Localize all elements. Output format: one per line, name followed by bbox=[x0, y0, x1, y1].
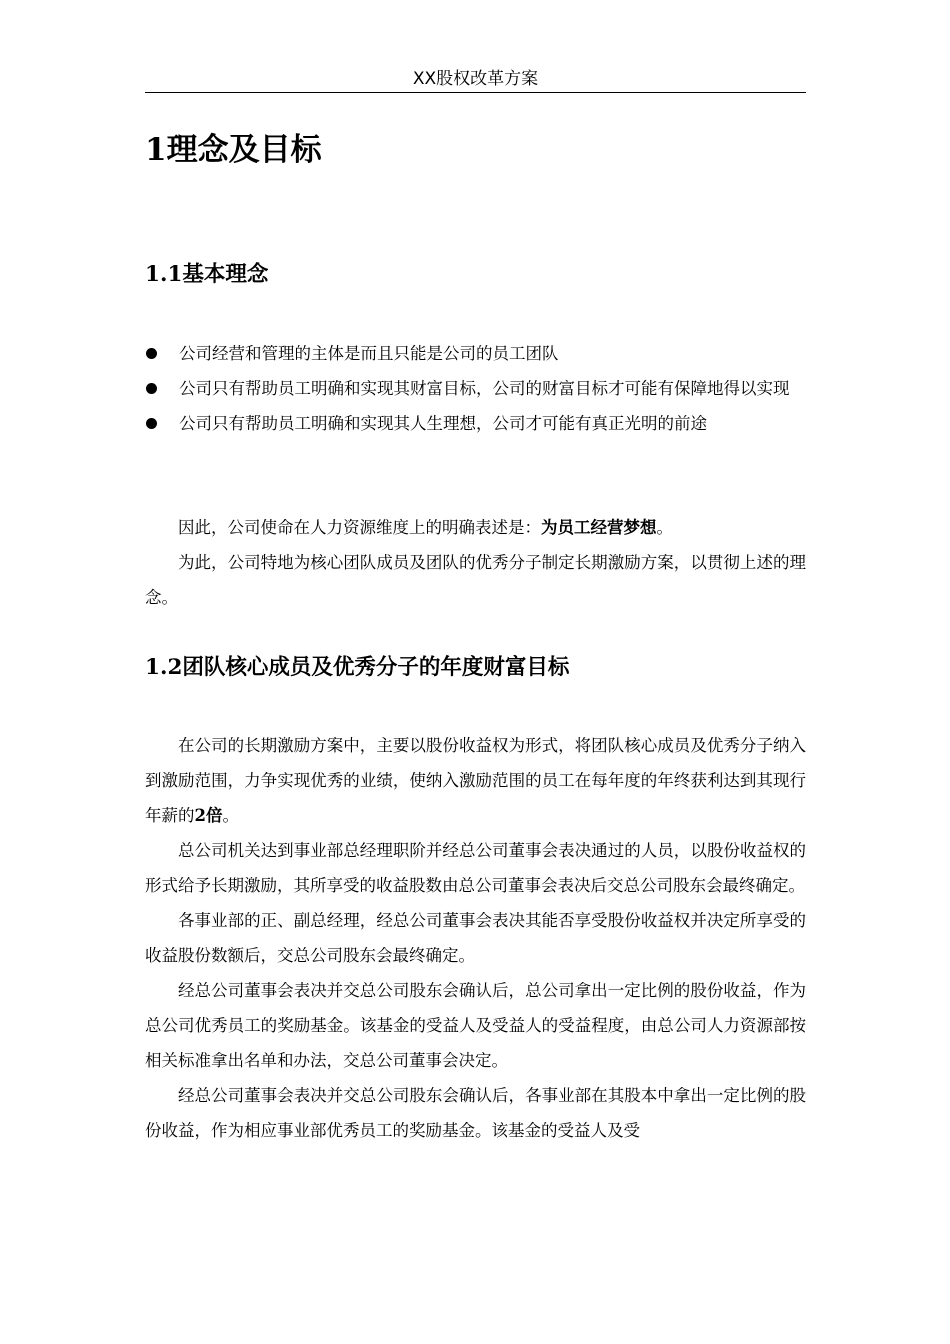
paragraph-text: 因此，公司使命在人力资源维度上的明确表述是： bbox=[178, 518, 541, 537]
paragraph bbox=[145, 728, 806, 833]
paragraph-text: 。 bbox=[222, 806, 239, 825]
page-header: XX股权改革方案 bbox=[145, 66, 806, 93]
bullet-item bbox=[145, 406, 806, 441]
section-1-2-body bbox=[145, 728, 806, 1148]
emphasis-value: 2倍 bbox=[194, 806, 223, 825]
bullet-text: 公司只有帮助员工明确和实现其人生理想，公司才可能有真正光明的前途 bbox=[179, 414, 707, 433]
paragraph: 为此，公司特地为核心团队成员及团队的优秀分子制定长期激励方案，以贯彻上述的理念。 bbox=[145, 553, 806, 607]
bullet-dot-icon bbox=[146, 348, 157, 359]
section-heading-1-2: 1.2团队核心成员及优秀分子的年度财富目标 bbox=[145, 655, 570, 680]
bullet-list bbox=[145, 336, 806, 441]
paragraph bbox=[145, 510, 806, 545]
bullet-text: 公司经营和管理的主体是而且只能是公司的员工团队 bbox=[179, 344, 559, 363]
bullet-dot-icon bbox=[146, 383, 157, 394]
bullet-dot-icon bbox=[146, 418, 157, 429]
paragraph-text: 在公司的长期激励方案中，主要以股份收益权为形式，将团队核心成员及优秀分子纳入到激励范围，力争实现优秀的业绩，使纳入激励范围的员工在每年度的年终获利达到其现行年薪的 bbox=[145, 736, 806, 825]
paragraph: 经总公司董事会表决并交总公司股东会确认后，总公司拿出一定比例的股份收益，作为总公司优秀员工的奖励基金。该基金的受益人及受益人的受益程度，由总公司人力资源部按相关标准拿出名单和办法，交总公司董事会决定。 bbox=[145, 981, 806, 1070]
paragraph: 总公司机关达到事业部总经理职阶并经总公司董事会表决通过的人员，以股份收益权的形式给予长期激励，其所享受的收益股数由总公司董事会表决后交总公司股东会最终确定。 bbox=[145, 841, 806, 895]
section-1-1-body bbox=[145, 510, 806, 615]
paragraph: 各事业部的正、副总经理，经总公司董事会表决其能否享受股份收益权并决定所享受的收益股份数额后，交总公司股东会最终确定。 bbox=[145, 911, 806, 965]
mission-statement: 为员工经营梦想 bbox=[541, 518, 657, 537]
paragraph: 经总公司董事会表决并交总公司股东会确认后，各事业部在其股本中拿出一定比例的股份收益，作为相应事业部优秀员工的奖励基金。该基金的受益人及受 bbox=[145, 1086, 806, 1140]
bullet-text: 公司只有帮助员工明确和实现其财富目标，公司的财富目标才可能有保障地得以实现 bbox=[179, 379, 790, 398]
bullet-item bbox=[145, 371, 806, 406]
bullet-item bbox=[145, 336, 806, 371]
chapter-heading: 1理念及目标 bbox=[145, 132, 322, 168]
section-heading-1-1: 1.1基本理念 bbox=[145, 262, 269, 287]
paragraph-text: 。 bbox=[656, 518, 673, 537]
